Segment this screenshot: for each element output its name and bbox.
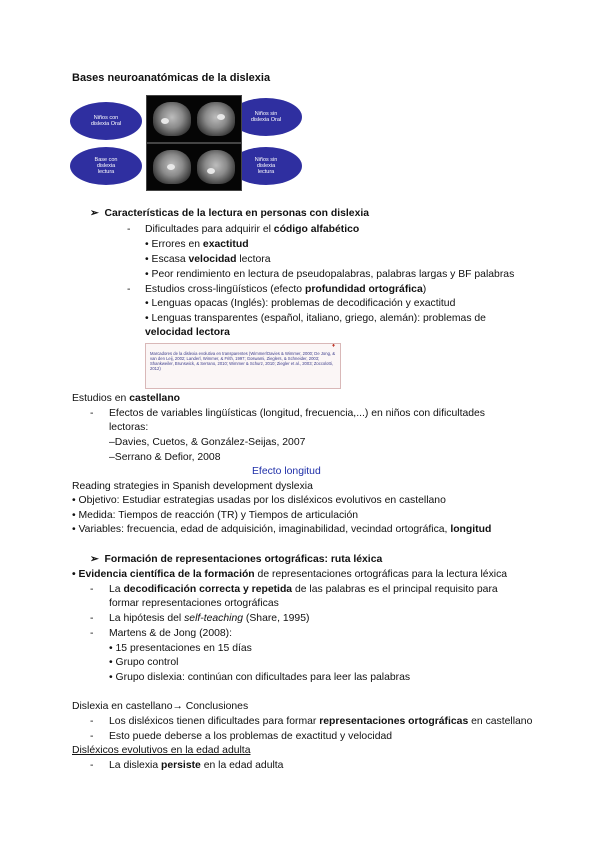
section-heading-castellano: Estudios en castellano xyxy=(72,393,181,404)
list-item: Efectos de variables lingüísticas (longitud, frecuencia,...) en niños con dificultades xyxy=(109,408,486,419)
list-item: • Escasa velocidad lectora xyxy=(145,254,271,265)
brain-scan-bottom xyxy=(146,143,242,191)
list-item: Reading strategies in Spanish development dyslexia xyxy=(72,481,313,492)
list-item: La hipótesis del self-teaching (Share, 1995) xyxy=(109,613,310,624)
oval-bottom-right: Niños sin dislexia lectura xyxy=(230,147,302,185)
dash-marker: - xyxy=(90,760,94,771)
reference-box: ♦ Marcadores de la dislexia evolutiva en transparentes (Wimmer/Davies & Wimmer, 2000; De Jong, & van den Leij, 2002; Landerl, Wimmer, & Frith, 1997; Goswami, Zieglers, & Schneider, 2003; Shankweiler, Brunswick, & Serrano, 2010; Wimmer & Schurz, 2010; Ziegler et al., 2003; Zoccolotti, 2012) xyxy=(145,343,341,389)
list-item: Los disléxicos tienen dificultades para formar representaciones ortográficas en castellano xyxy=(109,716,533,727)
dash-marker: - xyxy=(127,284,131,295)
section-heading-conclusiones: Dislexia en castellano→ Conclusiones xyxy=(72,701,249,712)
citation: –Davies, Cuetos, & González-Seijas, 2007 xyxy=(109,437,306,448)
dash-marker: - xyxy=(90,613,94,624)
marker-icon: ♦ xyxy=(332,343,336,349)
list-item: La dislexia persiste en la edad adulta xyxy=(109,760,284,771)
list-item: La decodificación correcta y repetida de las palabras es el principal requisito para xyxy=(109,584,498,595)
list-item: • 15 presentaciones en 15 días xyxy=(109,643,252,654)
list-item: • Evidencia científica de la formación de representaciones ortográficas para la lectura léxica xyxy=(72,569,508,580)
dash-marker: - xyxy=(90,628,94,639)
citation: –Serrano & Defior, 2008 xyxy=(109,452,221,463)
list-item: velocidad lectora xyxy=(145,327,230,338)
oval-bottom-left: Base con dislexia lectura xyxy=(70,147,142,185)
list-item: • Medida: Tiempos de reacción (TR) y Tiempos de articulación xyxy=(72,510,359,521)
list-item: • Grupo control xyxy=(109,657,179,668)
list-item: Dificultades para adquirir el código alfabético xyxy=(145,224,360,235)
dash-marker: - xyxy=(90,584,94,595)
efecto-longitud-label: Efecto longitud xyxy=(252,466,321,477)
section-heading-caracteristicas: ➢ Características de la lectura en personas con dislexia xyxy=(90,208,370,219)
list-item: • Grupo dislexia: continúan con dificultades para leer las palabras xyxy=(109,672,411,683)
list-item: • Lenguas transparentes (español, italiano, griego, alemán): problemas de xyxy=(145,313,486,324)
dash-marker: - xyxy=(90,731,94,742)
list-item: Martens & de Jong (2008): xyxy=(109,628,233,639)
list-item: formar representaciones ortográficas xyxy=(109,598,279,609)
brain-scan-top xyxy=(146,95,242,143)
oval-top-right: Niños sin dislexia Oral xyxy=(230,98,302,136)
list-item: • Variables: frecuencia, edad de adquisición, imaginabilidad, vecindad ortográfica, longitud xyxy=(72,524,492,535)
oval-top-left: Niños con dislexia Oral xyxy=(70,102,142,140)
list-item: Estudios cross-lingüísticos (efecto profundidad ortográfica) xyxy=(145,284,427,295)
dash-marker: - xyxy=(127,224,131,235)
section-heading-formacion: ➢ Formación de representaciones ortográficas: ruta léxica xyxy=(90,554,383,565)
arrow-bullet-icon: ➢ xyxy=(90,208,99,219)
list-item: Esto puede deberse a los problemas de exactitud y velocidad xyxy=(109,731,393,742)
dash-marker: - xyxy=(90,408,94,419)
list-item: • Errores en exactitud xyxy=(145,239,249,250)
list-item: • Objetivo: Estudiar estrategias usadas por los disléxicos evolutivos en castellano xyxy=(72,495,446,506)
list-item: • Peor rendimiento en lectura de pseudopalabras, palabras largas y BF palabras xyxy=(145,269,515,280)
arrow-bullet-icon: ➢ xyxy=(90,554,99,565)
page-title: Bases neuroanatómicas de la dislexia xyxy=(72,72,271,84)
list-item: lectoras: xyxy=(109,422,149,433)
list-item: • Lenguas opacas (Inglés): problemas de decodificación y exactitud xyxy=(145,298,456,309)
dash-marker: - xyxy=(90,716,94,727)
section-heading-adultos: Disléxicos evolutivos en la edad adulta xyxy=(72,745,251,756)
